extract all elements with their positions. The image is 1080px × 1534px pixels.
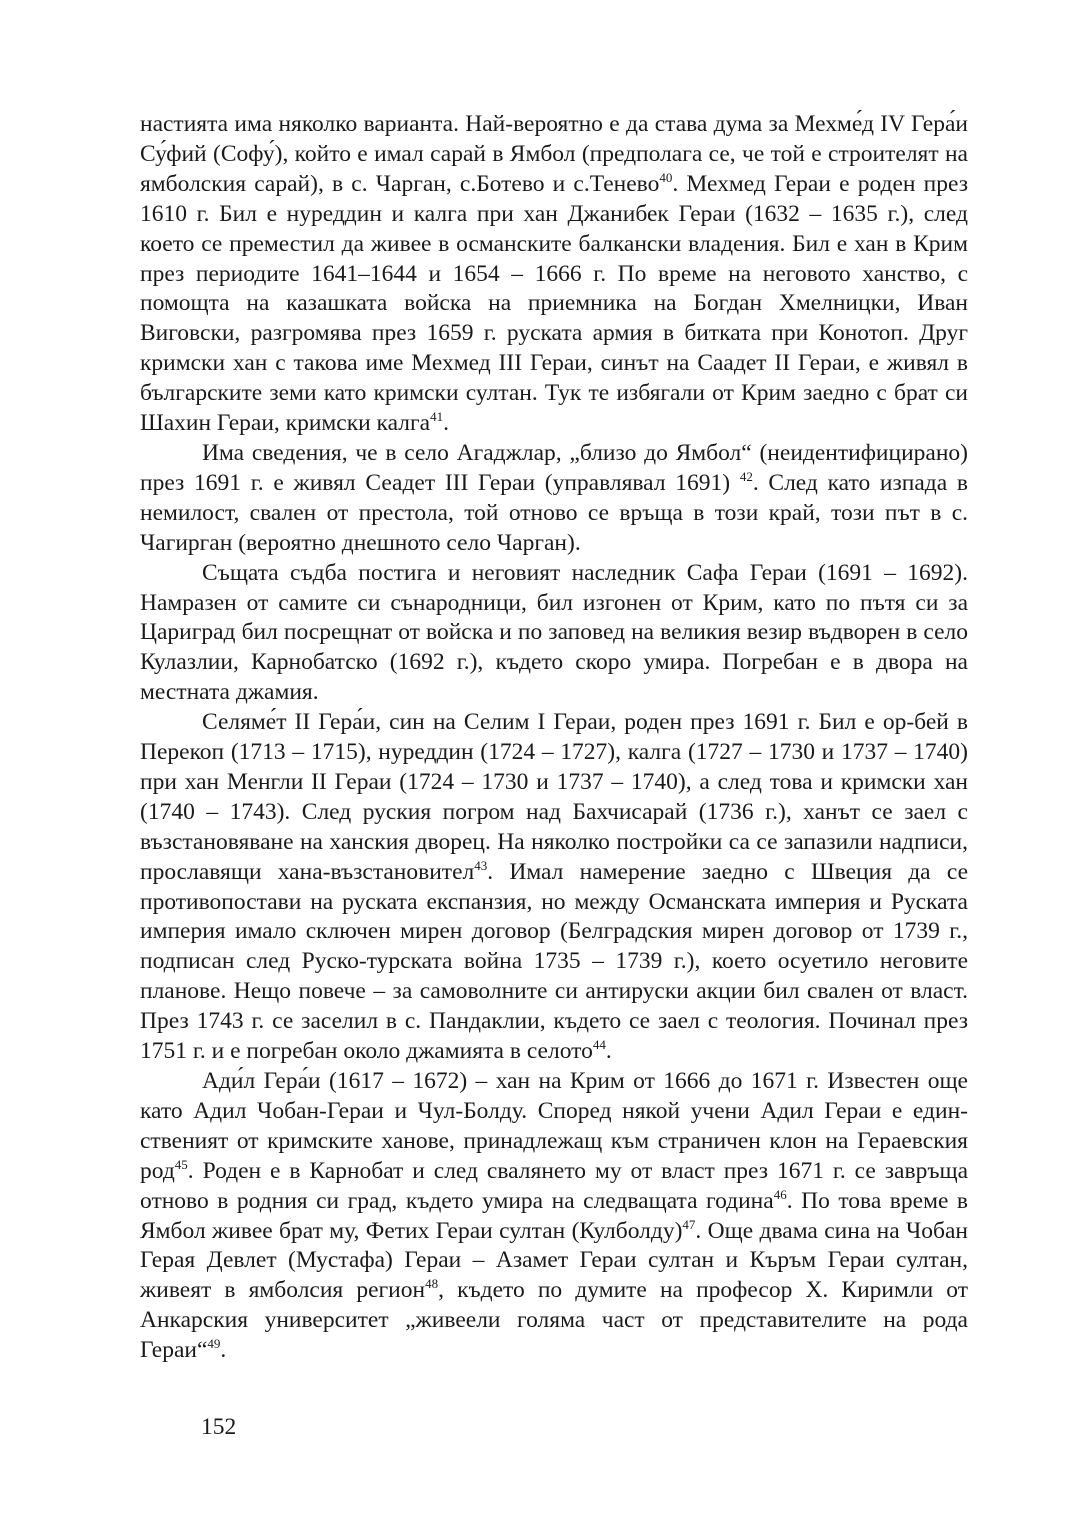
footnote-ref: 42 [739,469,753,485]
footnote-ref: 46 [773,1186,787,1202]
paragraph-text: Селяме́т II Гера́и, син на Селим I Гераи, роден през 1691 г. Бил е ор-бей в Перекоп (1713 – 1715), нуреддин (1724 – 1727), калга (1727 – 1730 и 1737 – 1740) при хан Менгли II Гераи (1724 – 1730 и 1737 – 1740), а след това и кримски хан (1740 – 1743). След руския погром над Бахчисарай (1736 г.), ханът се заел с възстановяване на ханския дворец. На няколко постройки са се запазили надписи, прославящи хана-възстановител [140,709,968,885]
footnote-ref: 45 [174,1156,188,1172]
paragraph-text: . Още двама сина на Чобан Герая Девлет (Мустафа) Гераи – Азамет Гераи султан и Къръм Гераи султан, живеят в ямболсия регион [140,1217,968,1304]
paragraph-text: . Роден е в Карнобат и след свалянето му от власт през 1671 г. се завръща отново в родния си град, където умира на следващата година [140,1157,968,1214]
paragraph-text: Има сведения, че в село Агаджлар, „близо до Ямбол“ (неидентифицирано) през 1691 г. е живял Сеадет III Гераи (управлявал 1691) [140,439,968,496]
paragraph-text: , където по думите на професор Х. Киримли от Анкарския университет „живеели голяма част от представителите на рода Гераи“ [140,1277,968,1364]
paragraph-text: . [443,410,449,437]
footnote-ref: 44 [592,1037,606,1053]
paragraph [140,708,968,1067]
footnote-ref: 41 [430,409,444,425]
footnote-ref: 48 [425,1276,439,1292]
paragraph-text: . След като изпада в немилост, свален от престола, той отново се връща в този край, този път в с. Чагирган (вероятно днешното село Чарган). [140,469,968,556]
footnote-ref: 47 [682,1216,696,1232]
paragraph-text: . Мехмед Гераи е роден през 1610 г. Бил е нуреддин и калга при хан Джанибек Гераи (1632 – 1635 г.), след което се преместил да живее в османските балкански владения. Бил е хан в Крим през периодите 1641–1644 и 1654 – 1666 г. По време на неговото ханство, с помощта на казашката войска на приемника на Богдан Хмелницки, Иван Виговски, разгромява през 1659 г. руската армия в битката при Конотоп. Друг кримски хан с такова име Мехмед III Гераи, синът на Саадет II Гераи, е живял в българските земи като кримски султан. Тук те избягали от Крим заедно с брат си Шахин Гераи, кримски калга [140,170,968,437]
paragraph-text: . Имал намерение заедно с Швеция да се противопостави на руската експанзия, но между Османската империя и Руската империя имало сключен мирен договор (Белградския мирен договор от 1739 г., подписан след Руско-турската война 1735 – 1739 г.), което осуетило неговите планове. Нещо повече – за самоволните си антируски акции бил свален от власт. През 1743 г. се заселил в с. Пандаклии, където се заел с теология. Починал през 1751 г. и е погребан около джамията в селото [140,858,968,1065]
paragraph-text: Ади́л Гера́и (1617 – 1672) – хан на Крим от 1666 до 1671 г. Известен още като Адил Чобан-Гераи и Чул-Болду. Според някой учени Адил Гераи е единственият от кримските ханове, принадлежащ към страничен клон на Гераевския род [140,1068,968,1184]
footnote-ref: 40 [659,169,673,185]
paragraph [140,439,968,559]
paragraph [140,1067,968,1366]
paragraph [140,559,968,709]
paragraph-text: . По това време в Ямбол живее брат му, Фетих Гераи султан (Кулболду) [140,1187,968,1244]
paragraph-text: . [605,1038,612,1065]
page-body [140,110,968,1366]
footnote-ref: 43 [474,857,488,873]
footnote-ref: 49 [207,1336,221,1352]
paragraph-text: . [220,1337,227,1364]
paragraph-text: Същата съдба постига и неговият наследник Сафа Гераи (1691 – 1692). Намразен от самите си сънародници, бил изгонен от Крим, като по пътя си за Цариград бил посрещнат от войска и по заповед на великия везир въдворен в село Кулазлии, Карнобатско (1692 г.), където скоро умира. Погребан е в двора на местната джамия. [140,559,968,706]
page-number: 152 [201,1414,237,1440]
paragraph-text: настията има няколко варианта. Най-вероятно е да става дума за Мехме́д IV Гера́и Су́фий (Софу́), който е имал сарай в Ямбол (предполага се, че той е строителят на ямболския сарай), в с. Чарган, с.Ботево и с.Тенево [140,111,968,197]
paragraph [140,110,968,439]
